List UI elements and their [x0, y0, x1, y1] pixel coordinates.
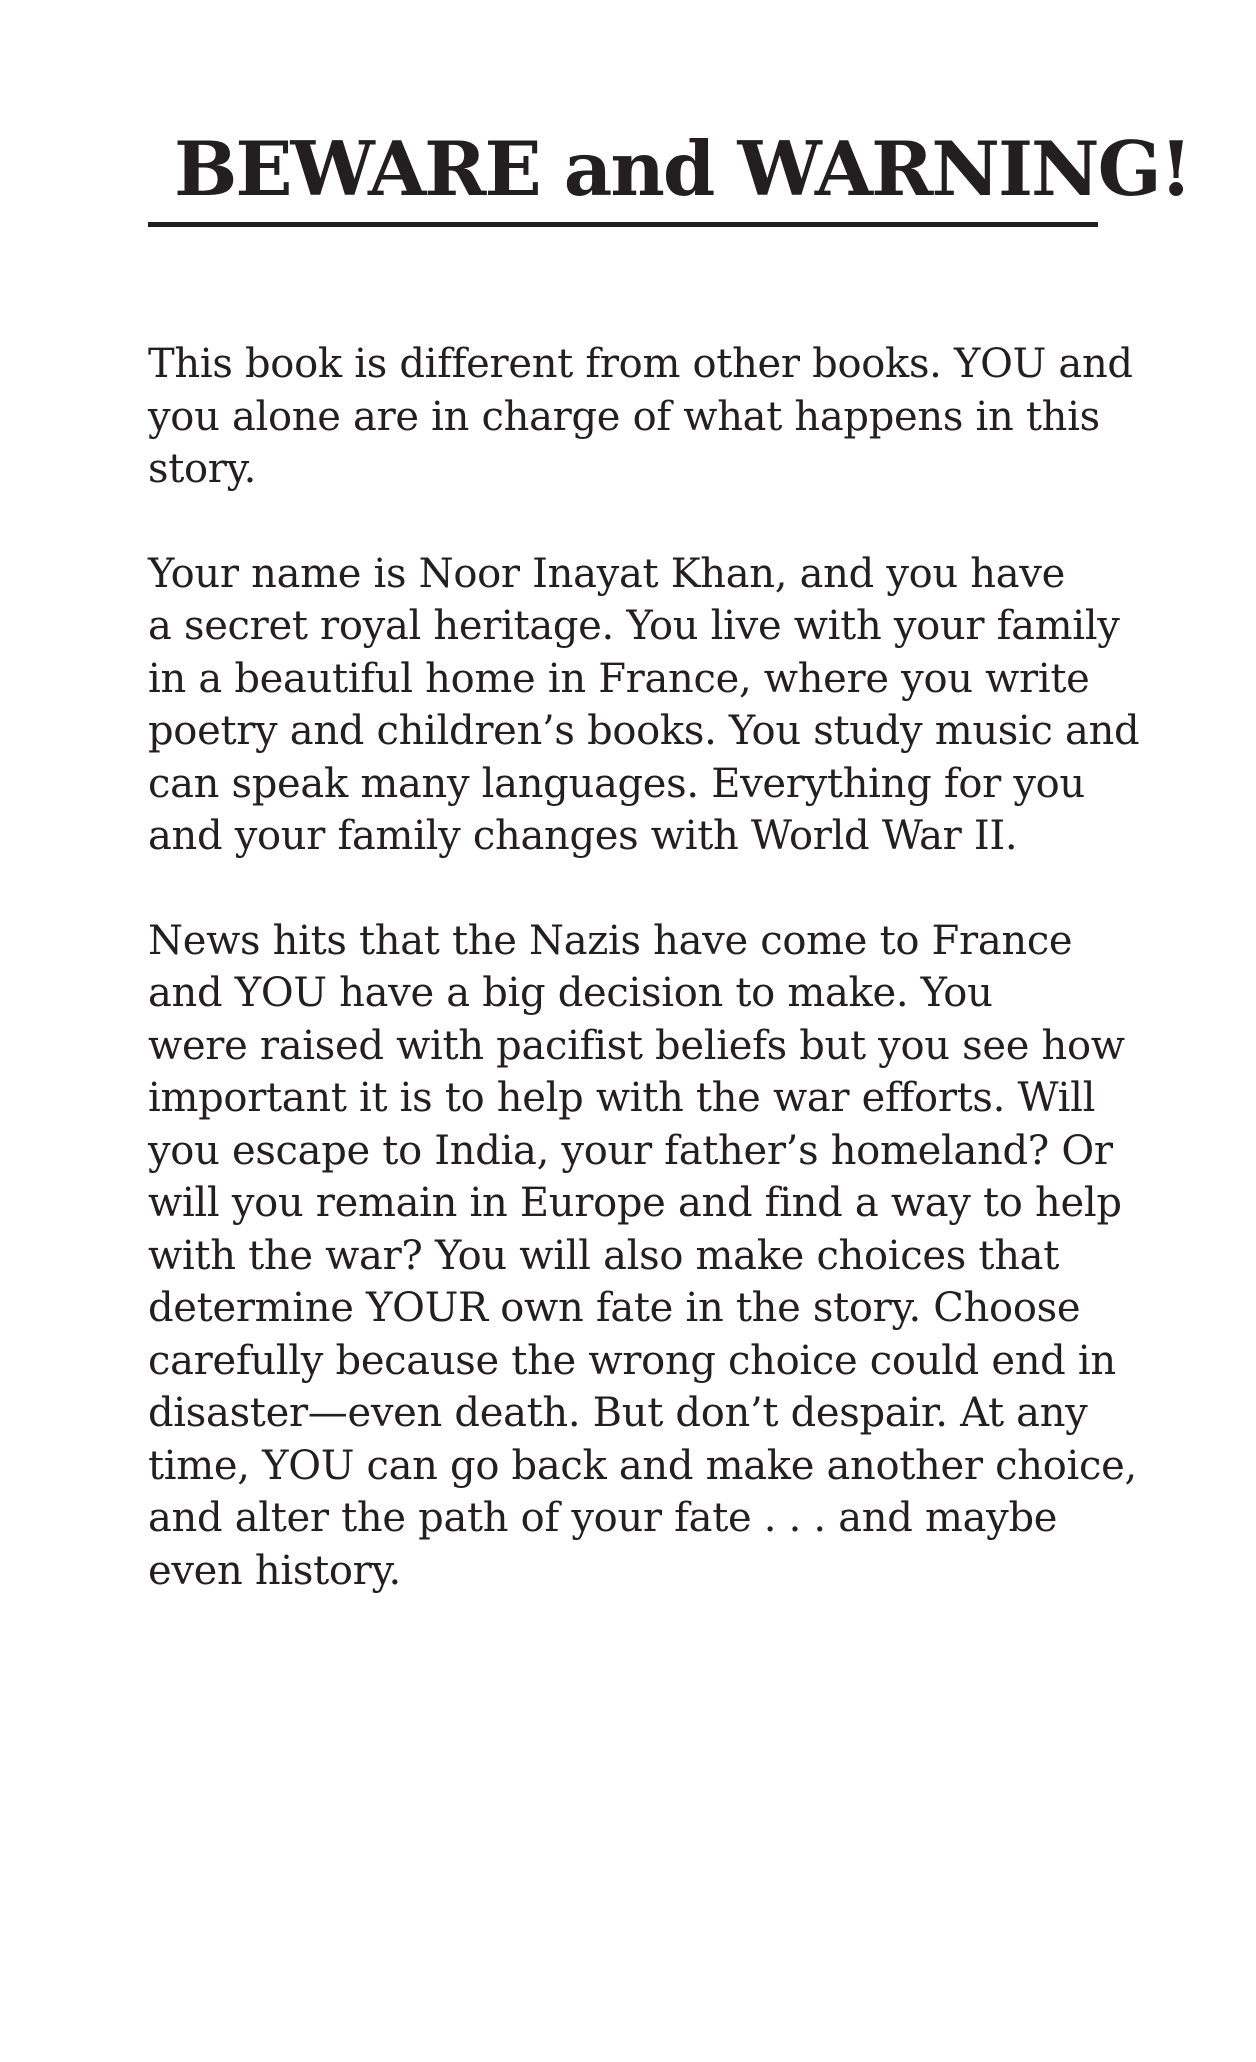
text-line: even history.	[148, 1547, 401, 1594]
paragraph-intro	[148, 338, 1133, 496]
text-line: in a beautiful home in France, where you write	[148, 655, 1090, 702]
text-line: will you remain in Europe and find a way to help	[148, 1180, 1122, 1226]
paragraph-decision	[148, 915, 1137, 1598]
text-line: time, YOU can go back and make another choice,	[148, 1442, 1137, 1489]
text-line: disaster—even death. But don’t despair. At any	[148, 1390, 1088, 1436]
title-underline	[148, 222, 1098, 227]
paragraph-character	[148, 548, 1140, 863]
text-line: and alter the path of your fate . . . and maybe	[148, 1495, 1058, 1541]
text-line: poetry and children’s books. You study music and	[148, 708, 1140, 754]
text-line: were raised with pacifist beliefs but you see how	[148, 1022, 1125, 1069]
text-line: This book is different from other books. YOU and	[148, 341, 1133, 387]
text-line: News hits that the Nazis have come to France	[148, 917, 1073, 964]
text-line: determine YOUR own fate in the story. Choose	[148, 1285, 1081, 1331]
title-block	[148, 125, 1191, 213]
text-line: you alone are in charge of what happens in this	[148, 393, 1100, 440]
text-line: and YOU have a big decision to make. You	[148, 970, 993, 1016]
text-line: story.	[148, 446, 257, 492]
text-line: can speak many languages. Everything for you	[148, 760, 1085, 807]
text-line: Your name is Noor Inayat Khan, and you have	[148, 550, 1065, 597]
text-line: important it is to help with the war efforts. Will	[148, 1075, 1096, 1121]
text-line: and your family changes with World War II.	[148, 813, 1018, 859]
body-text	[148, 338, 1140, 1649]
text-line: you escape to India, your father’s homeland? Or	[148, 1127, 1113, 1174]
text-line: carefully because the wrong choice could end in	[148, 1337, 1116, 1384]
page-title: BEWARE and WARNING!	[174, 125, 1191, 213]
text-line: a secret royal heritage. You live with your family	[148, 603, 1120, 649]
text-line: with the war? You will also make choices that	[148, 1232, 1059, 1279]
